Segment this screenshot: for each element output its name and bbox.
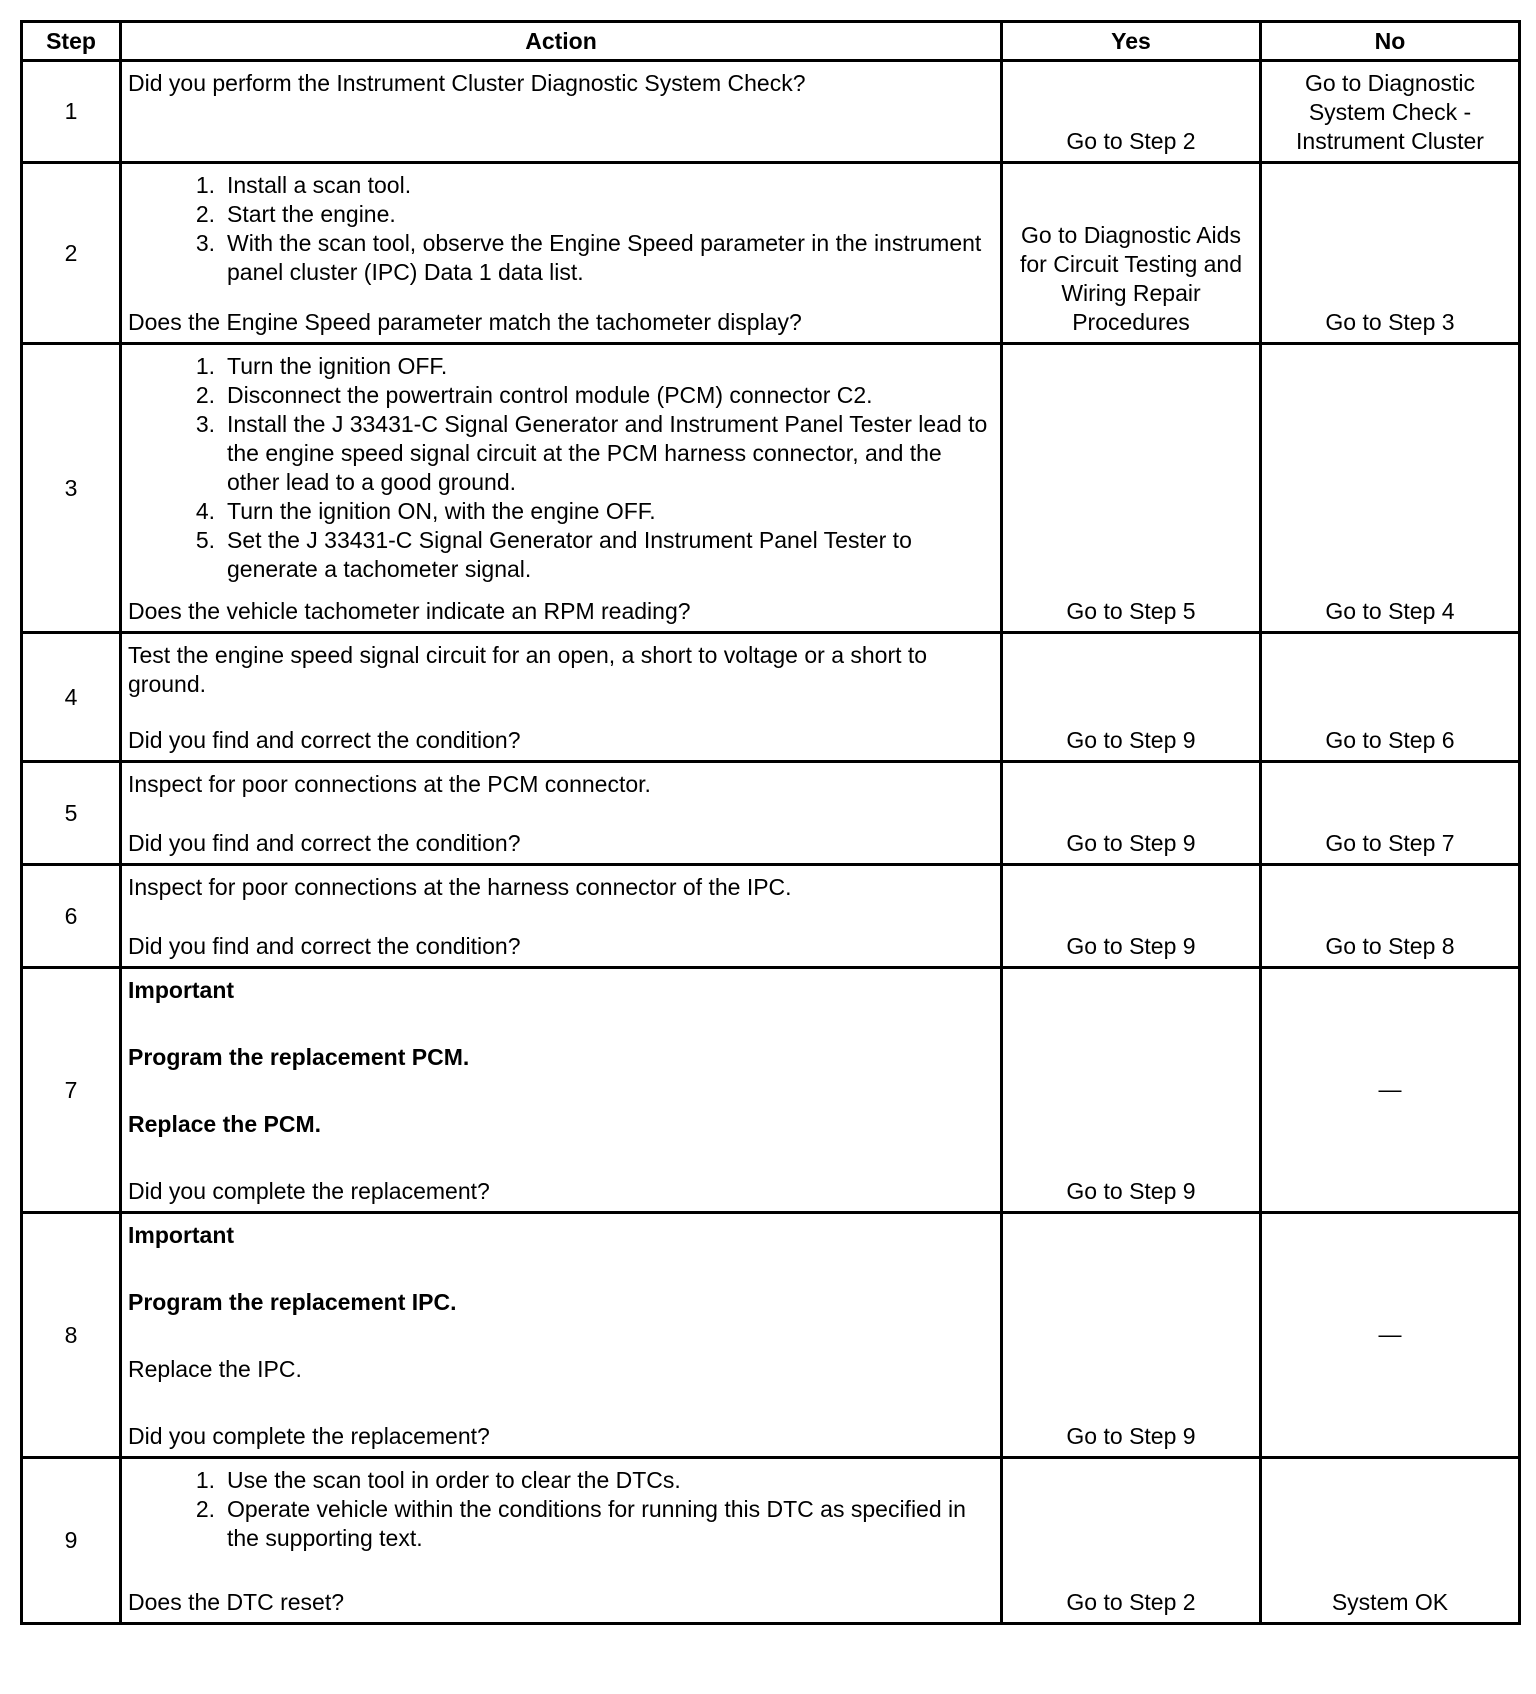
yes-result: Go to Step 5 — [1002, 344, 1261, 633]
table-row-step-3 — [22, 344, 1520, 633]
list-item: 3. With the scan tool, observe the Engine Speed parameter in the instrument panel cluster (IPC) Data 1 data list. — [195, 230, 982, 285]
table-row-step-4 — [22, 633, 1520, 762]
list-item: 2. Start the engine. — [195, 201, 396, 227]
action-text: Inspect for poor connections at the harness connector of the IPC. — [128, 874, 792, 900]
yes-result: Go to Step 9 — [1002, 968, 1261, 1213]
list-item: 5. Set the J 33431-C Signal Generator and Instrument Panel Tester to generate a tachometer signal. — [195, 527, 912, 582]
action-step-list — [128, 171, 994, 287]
step-number: 7 — [22, 968, 121, 1213]
action-text: Test the engine speed signal circuit for an open, a short to voltage or a short to ground. — [128, 642, 928, 697]
header-action: Action — [121, 22, 1002, 61]
action-text: Inspect for poor connections at the PCM connector. — [128, 771, 651, 797]
action-cell — [121, 1213, 1002, 1458]
yes-result: Go to Step 9 — [1002, 762, 1261, 865]
action-question: Did you perform the Instrument Cluster Diagnostic System Check? — [128, 70, 806, 96]
action-cell — [121, 968, 1002, 1213]
no-result: Go to Step 4 — [1261, 344, 1520, 633]
table-row-step-9 — [22, 1458, 1520, 1624]
action-note: Program the replacement IPC. — [128, 1289, 457, 1315]
step-number: 9 — [22, 1458, 121, 1624]
yes-result: Go to Step 9 — [1002, 633, 1261, 762]
no-result: Go to Step 6 — [1261, 633, 1520, 762]
no-result: Go to Step 3 — [1261, 163, 1520, 344]
list-item: 3. Install the J 33431-C Signal Generator and Instrument Panel Tester lead to the engine speed signal circuit at the PCM harness connector, and the other lead to a good ground. — [195, 411, 988, 495]
step-number: 3 — [22, 344, 121, 633]
yes-result: Go to Step 9 — [1002, 1213, 1261, 1458]
step-number: 2 — [22, 163, 121, 344]
action-cell — [121, 344, 1002, 633]
important-label: Important — [128, 1222, 235, 1248]
yes-result: Go to Step 9 — [1002, 865, 1261, 968]
table-row-step-5 — [22, 762, 1520, 865]
no-result: Go to Step 8 — [1261, 865, 1520, 968]
header-yes: Yes — [1002, 22, 1261, 61]
no-result: — — [1261, 968, 1520, 1213]
no-result: Go to Step 7 — [1261, 762, 1520, 865]
action-question: Did you complete the replacement? — [128, 1423, 490, 1449]
no-result: System OK — [1261, 1458, 1520, 1624]
table-row-step-2 — [22, 163, 1520, 344]
yes-result: Go to Diagnostic Aids for Circuit Testing and Wiring Repair Procedures — [1002, 163, 1261, 344]
no-result: — — [1261, 1213, 1520, 1458]
list-item: 2. Disconnect the powertrain control module (PCM) connector C2. — [195, 382, 873, 408]
header-row — [22, 22, 1520, 61]
header-no: No — [1261, 22, 1520, 61]
list-item: 1. Use the scan tool in order to clear the DTCs. — [195, 1467, 681, 1493]
step-number: 6 — [22, 865, 121, 968]
list-item: 1. Install a scan tool. — [195, 172, 412, 198]
action-text: Replace the PCM. — [128, 1111, 321, 1137]
action-cell — [121, 61, 1002, 163]
action-cell — [121, 762, 1002, 865]
yes-result: Go to Step 2 — [1002, 1458, 1261, 1624]
yes-result: Go to Step 2 — [1002, 61, 1261, 163]
diagnostic-steps-table — [20, 20, 1521, 1625]
step-number: 8 — [22, 1213, 121, 1458]
action-cell — [121, 163, 1002, 344]
action-text: Replace the IPC. — [128, 1356, 302, 1382]
action-step-list — [128, 352, 994, 584]
action-cell — [121, 633, 1002, 762]
action-note: Program the replacement PCM. — [128, 1044, 470, 1070]
action-question: Did you complete the replacement? — [128, 1178, 490, 1204]
header-step: Step — [22, 22, 121, 61]
action-cell — [121, 865, 1002, 968]
no-result: Go to Diagnostic System Check - Instrument Cluster — [1261, 61, 1520, 163]
step-number: 4 — [22, 633, 121, 762]
action-question: Does the Engine Speed parameter match the tachometer display? — [128, 309, 802, 335]
table-row-step-7 — [22, 968, 1520, 1213]
diagnostic-table-container — [20, 20, 1518, 1625]
action-question: Did you find and correct the condition? — [128, 727, 521, 753]
list-item: 4. Turn the ignition ON, with the engine OFF. — [195, 498, 656, 524]
step-number: 5 — [22, 762, 121, 865]
important-label: Important — [128, 977, 235, 1003]
table-row-step-6 — [22, 865, 1520, 968]
list-item: 1. Turn the ignition OFF. — [195, 353, 448, 379]
list-item: 2. Operate vehicle within the conditions for running this DTC as specified in the supporting text. — [195, 1496, 966, 1551]
step-number: 1 — [22, 61, 121, 163]
table-row-step-1 — [22, 61, 1520, 163]
action-step-list — [128, 1466, 994, 1553]
table-row-step-8 — [22, 1213, 1520, 1458]
action-question: Does the vehicle tachometer indicate an RPM reading? — [128, 598, 691, 624]
action-question: Did you find and correct the condition? — [128, 830, 521, 856]
action-question: Did you find and correct the condition? — [128, 933, 521, 959]
action-cell — [121, 1458, 1002, 1624]
action-question: Does the DTC reset? — [128, 1589, 345, 1615]
